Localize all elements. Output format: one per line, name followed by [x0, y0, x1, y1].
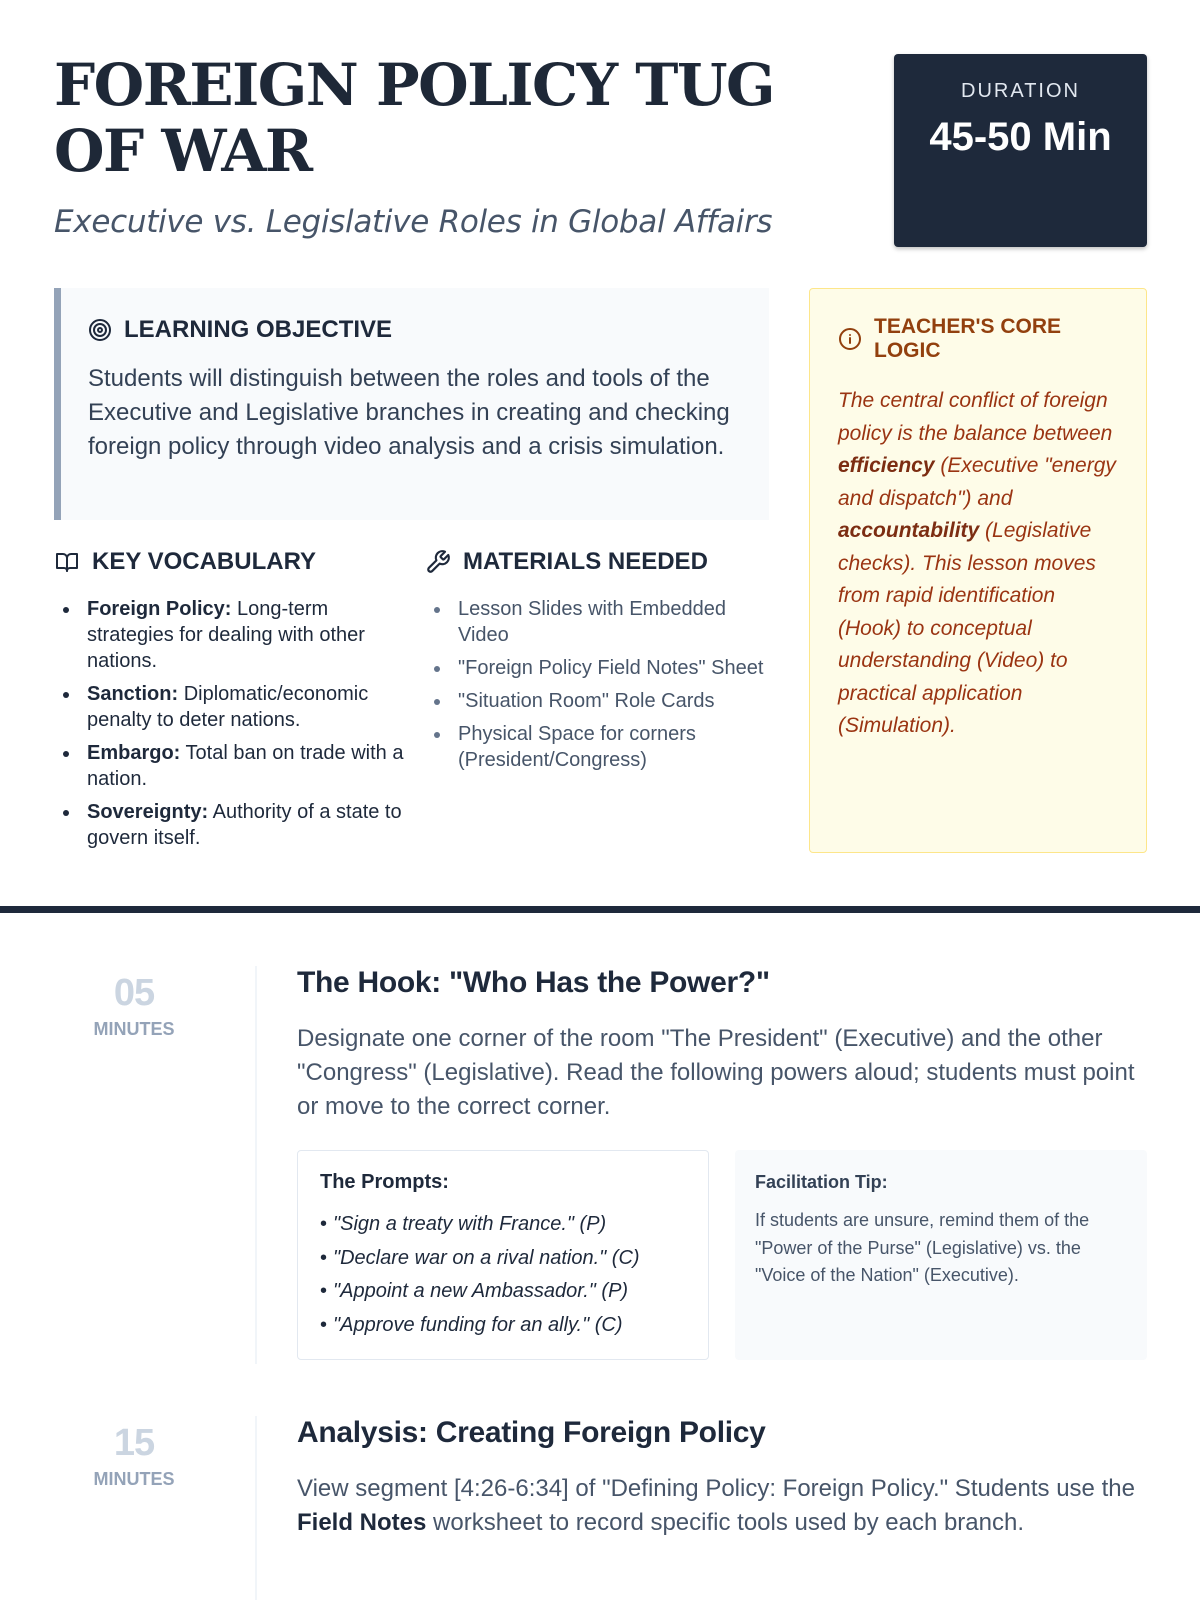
- vocabulary-item: [54, 799, 414, 851]
- duration-badge: [894, 54, 1147, 247]
- key-vocabulary-heading: [54, 548, 414, 576]
- prompt-text: "Declare war on a rival nation." (C): [333, 1246, 640, 1269]
- materials-heading: [425, 548, 770, 576]
- key-vocabulary-title: KEY VOCABULARY: [92, 548, 317, 575]
- duration-value: 45-50 Min: [929, 115, 1112, 159]
- prompts-list: [320, 1208, 686, 1342]
- logic-emphasis-efficiency: efficiency: [838, 454, 935, 477]
- material-item: "Situation Room" Role Cards: [425, 688, 770, 714]
- prompt-text: "Sign a treaty with France." (P): [333, 1213, 607, 1235]
- prompts-box: [297, 1150, 709, 1360]
- facilitation-tip-box: [735, 1150, 1147, 1360]
- material-item: "Foreign Policy Field Notes" Sheet: [425, 655, 770, 681]
- materials-list: [425, 596, 770, 773]
- logic-text-part: The central conflict of foreign policy is the balance between: [838, 389, 1113, 445]
- prompt-item: • "Sign a treaty with France." (P): [320, 1213, 607, 1235]
- teacher-core-logic-title: TEACHER'S CORE LOGIC: [874, 315, 1062, 362]
- prompt-text: "Approve funding for an ally." (C): [333, 1313, 623, 1336]
- step-minutes-unit: MINUTES: [93, 1019, 175, 1039]
- vocabulary-term: Foreign Policy:: [87, 598, 232, 620]
- materials-section: [425, 548, 770, 780]
- page-title: FOREIGN POLICY TUG OF WAR: [54, 51, 775, 185]
- step-description: [297, 1472, 1147, 1540]
- step-duration: [54, 1422, 214, 1490]
- vocabulary-item: [54, 681, 414, 733]
- materials-title: MATERIALS NEEDED: [463, 548, 708, 575]
- vocabulary-definition: Diplomatic/economic penalty to deter nations.: [87, 683, 369, 731]
- field-notes-emphasis: Field Notes: [297, 1509, 427, 1536]
- step-title: Analysis: Creating Foreign Policy: [297, 1416, 766, 1449]
- step-duration: [54, 972, 214, 1040]
- page-subtitle: Executive vs. Legislative Roles in Global Affairs: [54, 204, 773, 240]
- target-icon: [88, 318, 112, 342]
- vocabulary-term: Embargo:: [87, 742, 181, 764]
- vocabulary-list: [54, 596, 414, 851]
- prompt-item: • "Approve funding for an ally." (C): [320, 1313, 623, 1336]
- wrench-icon: [425, 549, 451, 575]
- step-timeline-line: [255, 1416, 257, 1600]
- logic-emphasis-accountability: accountability: [838, 519, 980, 542]
- teacher-core-logic-text: [838, 385, 1118, 743]
- step-timeline-line: [255, 966, 257, 1364]
- vocabulary-definition: Total ban on trade with a nation.: [87, 742, 404, 790]
- prompt-item: • "Appoint a new Ambassador." (P): [320, 1280, 629, 1302]
- facilitation-tip-text: If students are unsure, remind them of the "Power of the Purse" (Legislative) vs. the "Voice of the Nation" (Executive).: [755, 1210, 1090, 1285]
- vocabulary-item: [54, 740, 414, 792]
- step-text-part: View segment [4:26-6:34] of "Defining Policy: Foreign Policy." Students use the: [297, 1475, 1135, 1502]
- step-body: [297, 1416, 1147, 1540]
- duration-label: DURATION: [961, 80, 1080, 102]
- book-icon: [54, 550, 80, 574]
- logic-text-part: (Legislative checks). This lesson moves from rapid identification (Hook) to conceptual understanding (Video) to practical application (Simulation).: [838, 519, 1096, 737]
- step-minutes-unit: MINUTES: [93, 1469, 175, 1489]
- learning-objective-card: [54, 288, 769, 520]
- step-minutes: 15: [113, 1422, 155, 1464]
- step-title: The Hook: "Who Has the Power?": [297, 966, 770, 999]
- step-body: [297, 966, 1147, 1336]
- learning-objective-heading: [88, 316, 739, 344]
- info-icon: [838, 327, 862, 351]
- vocabulary-term: Sanction:: [87, 683, 179, 705]
- vocabulary-definition: Authority of a state to govern itself.: [87, 801, 402, 849]
- facilitation-tip-heading: Facilitation Tip:: [755, 1172, 888, 1192]
- prompts-heading: The Prompts:: [320, 1171, 449, 1193]
- vocabulary-term: Sovereignty:: [87, 801, 209, 823]
- page-header: [54, 52, 814, 240]
- step-description: Designate one corner of the room "The President" (Executive) and the other "Congress" (Legislative). Read the following powers aloud; students must point or move to the correct corner.: [297, 1025, 1135, 1120]
- vocabulary-definition: Long-term strategies for dealing with other nations.: [87, 598, 365, 672]
- logic-text-part: (Executive "energy and dispatch") and: [838, 454, 1116, 510]
- learning-objective-text: Students will distinguish between the roles and tools of the Executive and Legislative branches in creating and checking foreign policy through video analysis and a crisis simulation.: [88, 365, 730, 460]
- vocabulary-item: [54, 596, 414, 674]
- prompt-item: • "Declare war on a rival nation." (C): [320, 1246, 640, 1269]
- step-text-part: worksheet to record specific tools used by each branch.: [426, 1509, 1025, 1536]
- material-item: Lesson Slides with Embedded Video: [425, 596, 770, 648]
- key-vocabulary-section: [54, 548, 414, 858]
- teacher-core-logic-card: [809, 288, 1147, 853]
- prompt-text: "Appoint a new Ambassador." (P): [333, 1280, 629, 1302]
- learning-objective-title: LEARNING OBJECTIVE: [124, 316, 393, 343]
- teacher-core-logic-heading: [838, 315, 1118, 363]
- section-divider: [0, 906, 1200, 913]
- material-item: Physical Space for corners (President/Congress): [425, 721, 770, 773]
- step-minutes: 05: [113, 972, 155, 1014]
